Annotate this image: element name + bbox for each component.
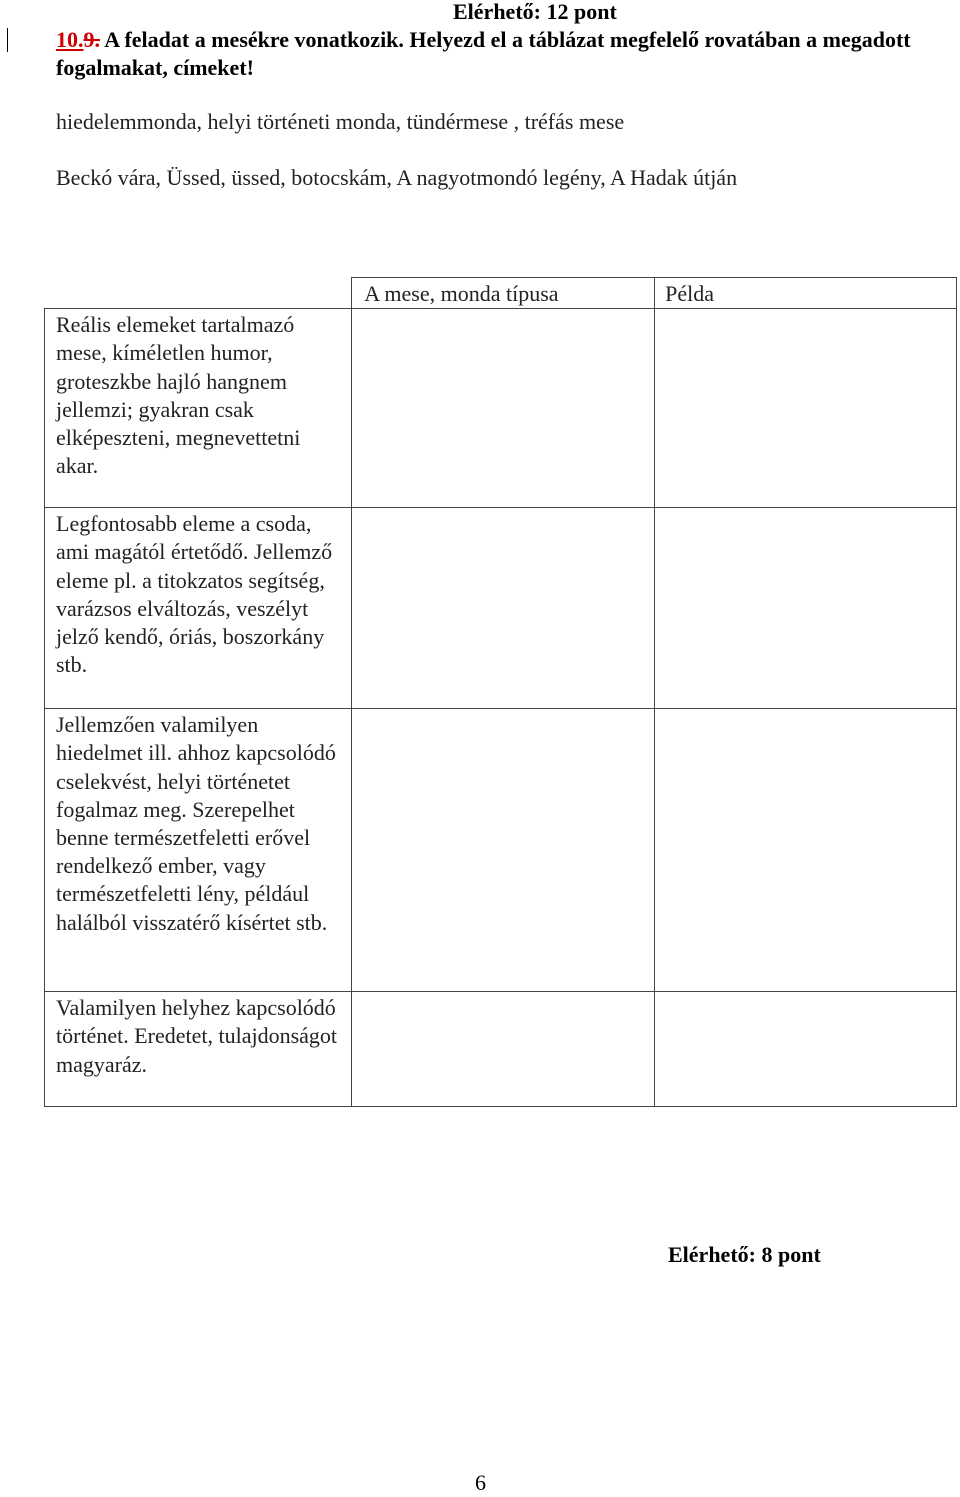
row-description: Valamilyen helyhez kapcsolódó történet. Eredetet, tulajdonságot magyaráz. xyxy=(45,992,352,1107)
row-description: Legfontosabb eleme a csoda, ami magától értetődő. Jellemző eleme pl. a titokzatos segítség, varázsos elváltozás, veszélyt jelző kendő, óriás, boszorkány stb. xyxy=(45,508,352,709)
table-header-row xyxy=(45,278,957,309)
answer-table xyxy=(44,277,957,1107)
header-cell-type: A mese, monda típusa xyxy=(352,278,655,309)
table-row xyxy=(45,992,957,1107)
row-type-answer[interactable] xyxy=(352,992,655,1107)
header-cell-empty xyxy=(45,278,352,309)
row-example-answer[interactable] xyxy=(655,709,957,992)
terms-titles: Beckó vára, Üssed, üssed, botocskám, A nagyotmondó legény, A Hadak útján xyxy=(56,165,738,190)
row-type-answer[interactable] xyxy=(352,508,655,709)
page-number: 6 xyxy=(475,1470,486,1495)
row-example-answer[interactable] xyxy=(655,508,957,709)
table-row xyxy=(45,508,957,709)
header-cell-example: Példa xyxy=(655,278,957,309)
row-type-answer[interactable] xyxy=(352,709,655,992)
score-top: Elérhető: 12 pont xyxy=(453,0,617,24)
task-instruction: A feladat a mesékre vonatkozik. Helyezd el a táblázat megfelelő rovatában a megadott fogalmakat, címeket! xyxy=(56,27,911,80)
table-row xyxy=(45,709,957,992)
task-number-old: 9. xyxy=(83,27,100,52)
row-type-answer[interactable] xyxy=(352,309,655,508)
task-number-new: 10. xyxy=(56,27,84,52)
revision-bar xyxy=(7,28,8,52)
score-bottom: Elérhető: 8 pont xyxy=(668,1242,821,1267)
row-example-answer[interactable] xyxy=(655,992,957,1107)
table-row xyxy=(45,309,957,508)
row-description: Reális elemeket tartalmazó mese, kíméletlen humor, groteszkbe hajló hangnem jellemzi; gyakran csak elképeszteni, megnevettetni akar. xyxy=(45,309,352,508)
row-description: Jellemzően valamilyen hiedelmet ill. ahhoz kapcsolódó cselekvést, helyi történetet fogalmaz meg. Szerepelhet benne természetfeletti erővel rendelkező ember, vagy természetfeletti lény, például halálból visszatérő kísértet stb. xyxy=(45,709,352,992)
row-example-answer[interactable] xyxy=(655,309,957,508)
terms-types: hiedelemmonda, helyi történeti monda, tündérmese , tréfás mese xyxy=(56,109,625,134)
task-title xyxy=(56,26,936,82)
